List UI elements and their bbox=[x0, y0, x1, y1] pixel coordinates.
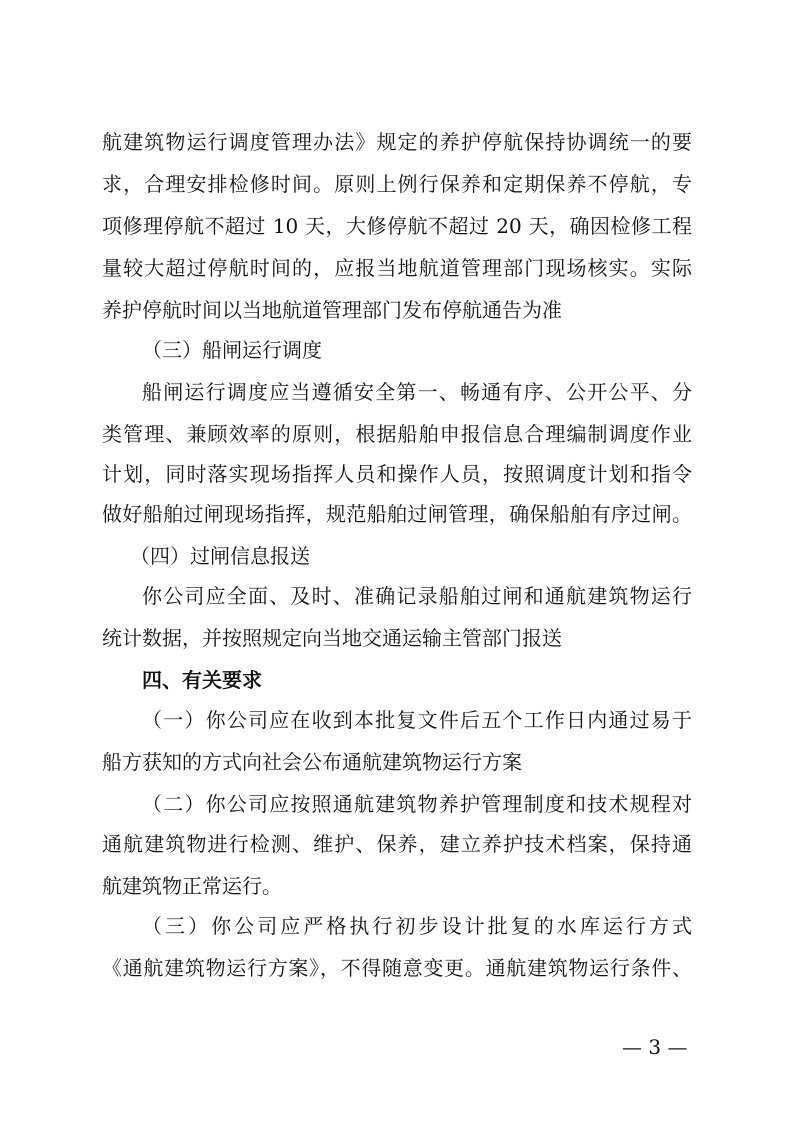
section-heading: （三）船闸运行调度 bbox=[142, 338, 322, 362]
text-line: 航建筑物正常运行。 bbox=[102, 874, 282, 898]
text-line: 计划，同时落实现场指挥人员和操作人员，按照调度计划和指令 bbox=[102, 462, 692, 486]
section-heading: （四）过闸信息报送 bbox=[130, 544, 310, 568]
text-line: 船方获知的方式向社会公布通航建筑物运行方案 bbox=[102, 750, 522, 774]
text-line: 你公司应全面、及时、准确记录船舶过闸和通航建筑物运行 bbox=[142, 584, 692, 608]
text-line: 养护停航时间以当地航道管理部门发布停航通告为准 bbox=[102, 298, 562, 322]
text-line: 通航建筑物进行检测、维护、保养，建立养护技术档案，保持通 bbox=[102, 832, 692, 856]
text-line: （二）你公司应按照通航建筑物养护管理制度和技术规程对 bbox=[142, 792, 692, 816]
text-line: 类管理、兼顾效率的原则，根据船舶申报信息合理编制调度作业 bbox=[102, 422, 692, 446]
text-line: 量较大超过停航时间的，应报当地航道管理部门现场核实。实际 bbox=[102, 256, 692, 280]
text-line: （一）你公司应在收到本批复文件后五个工作日内通过易于 bbox=[142, 708, 692, 732]
text-line: 统计数据，并按照规定向当地交通运输主管部门报送 bbox=[102, 626, 562, 650]
text-line: 做好船舶过闸现场指挥，规范船舶过闸管理，确保船舶有序过闸。 bbox=[102, 502, 692, 526]
text-line: 《通航建筑物运行方案》，不得随意变更。通航建筑物运行条件、 bbox=[102, 956, 692, 980]
text-line: （三）你公司应严格执行初步设计批复的水库运行方式 bbox=[142, 914, 692, 938]
text-line: 项修理停航不超过 10 天，大修停航不超过 20 天，确因检修工程 bbox=[102, 214, 692, 238]
text-line: 航建筑物运行调度管理办法》规定的养护停航保持协调统一的要 bbox=[102, 130, 692, 154]
page-number: — 3 — bbox=[622, 1035, 688, 1059]
text-line: 求，合理安排检修时间。原则上例行保养和定期保养不停航，专 bbox=[102, 172, 692, 196]
main-heading: 四、有关要求 bbox=[142, 668, 262, 692]
text-line: 船闸运行调度应当遵循安全第一、畅通有序、公开公平、分 bbox=[142, 380, 692, 404]
